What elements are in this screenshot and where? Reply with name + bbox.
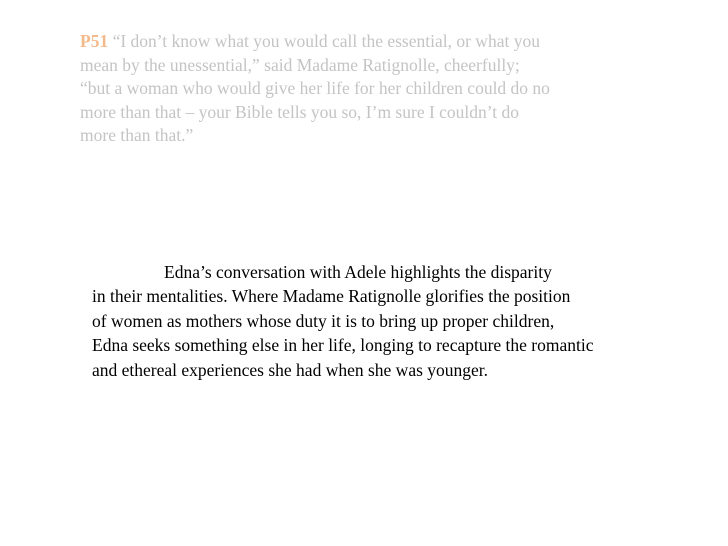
analysis-paragraph <box>92 260 702 382</box>
page-reference: P51 <box>80 31 109 51</box>
analysis-line: of women as mothers whose duty it is to bring up proper children, <box>92 310 555 331</box>
analysis-line: Edna seeks something else in her life, longing to recapture the romantic <box>92 335 594 356</box>
quote-line: mean by the unessential,” said Madame Ratignolle, cheerfully; <box>80 54 520 75</box>
quote-line: more than that.” <box>80 125 194 145</box>
quote-line <box>80 30 680 54</box>
quote-block <box>80 30 680 148</box>
quote-line: “but a woman who would give her life for her children could do no <box>80 78 550 98</box>
quote-line: more than that – your Bible tells you so, I’m sure I couldn’t do <box>80 101 520 122</box>
analysis-line: in their mentalities. Where Madame Ratignolle glorifies the position <box>92 286 571 307</box>
quote-text: “I don’t know what you would call the essential, or what you <box>112 31 540 51</box>
analysis-line: and ethereal experiences she had when she was younger. <box>92 359 489 380</box>
analysis-line: Edna’s conversation with Adele highlights the disparity <box>164 262 552 282</box>
